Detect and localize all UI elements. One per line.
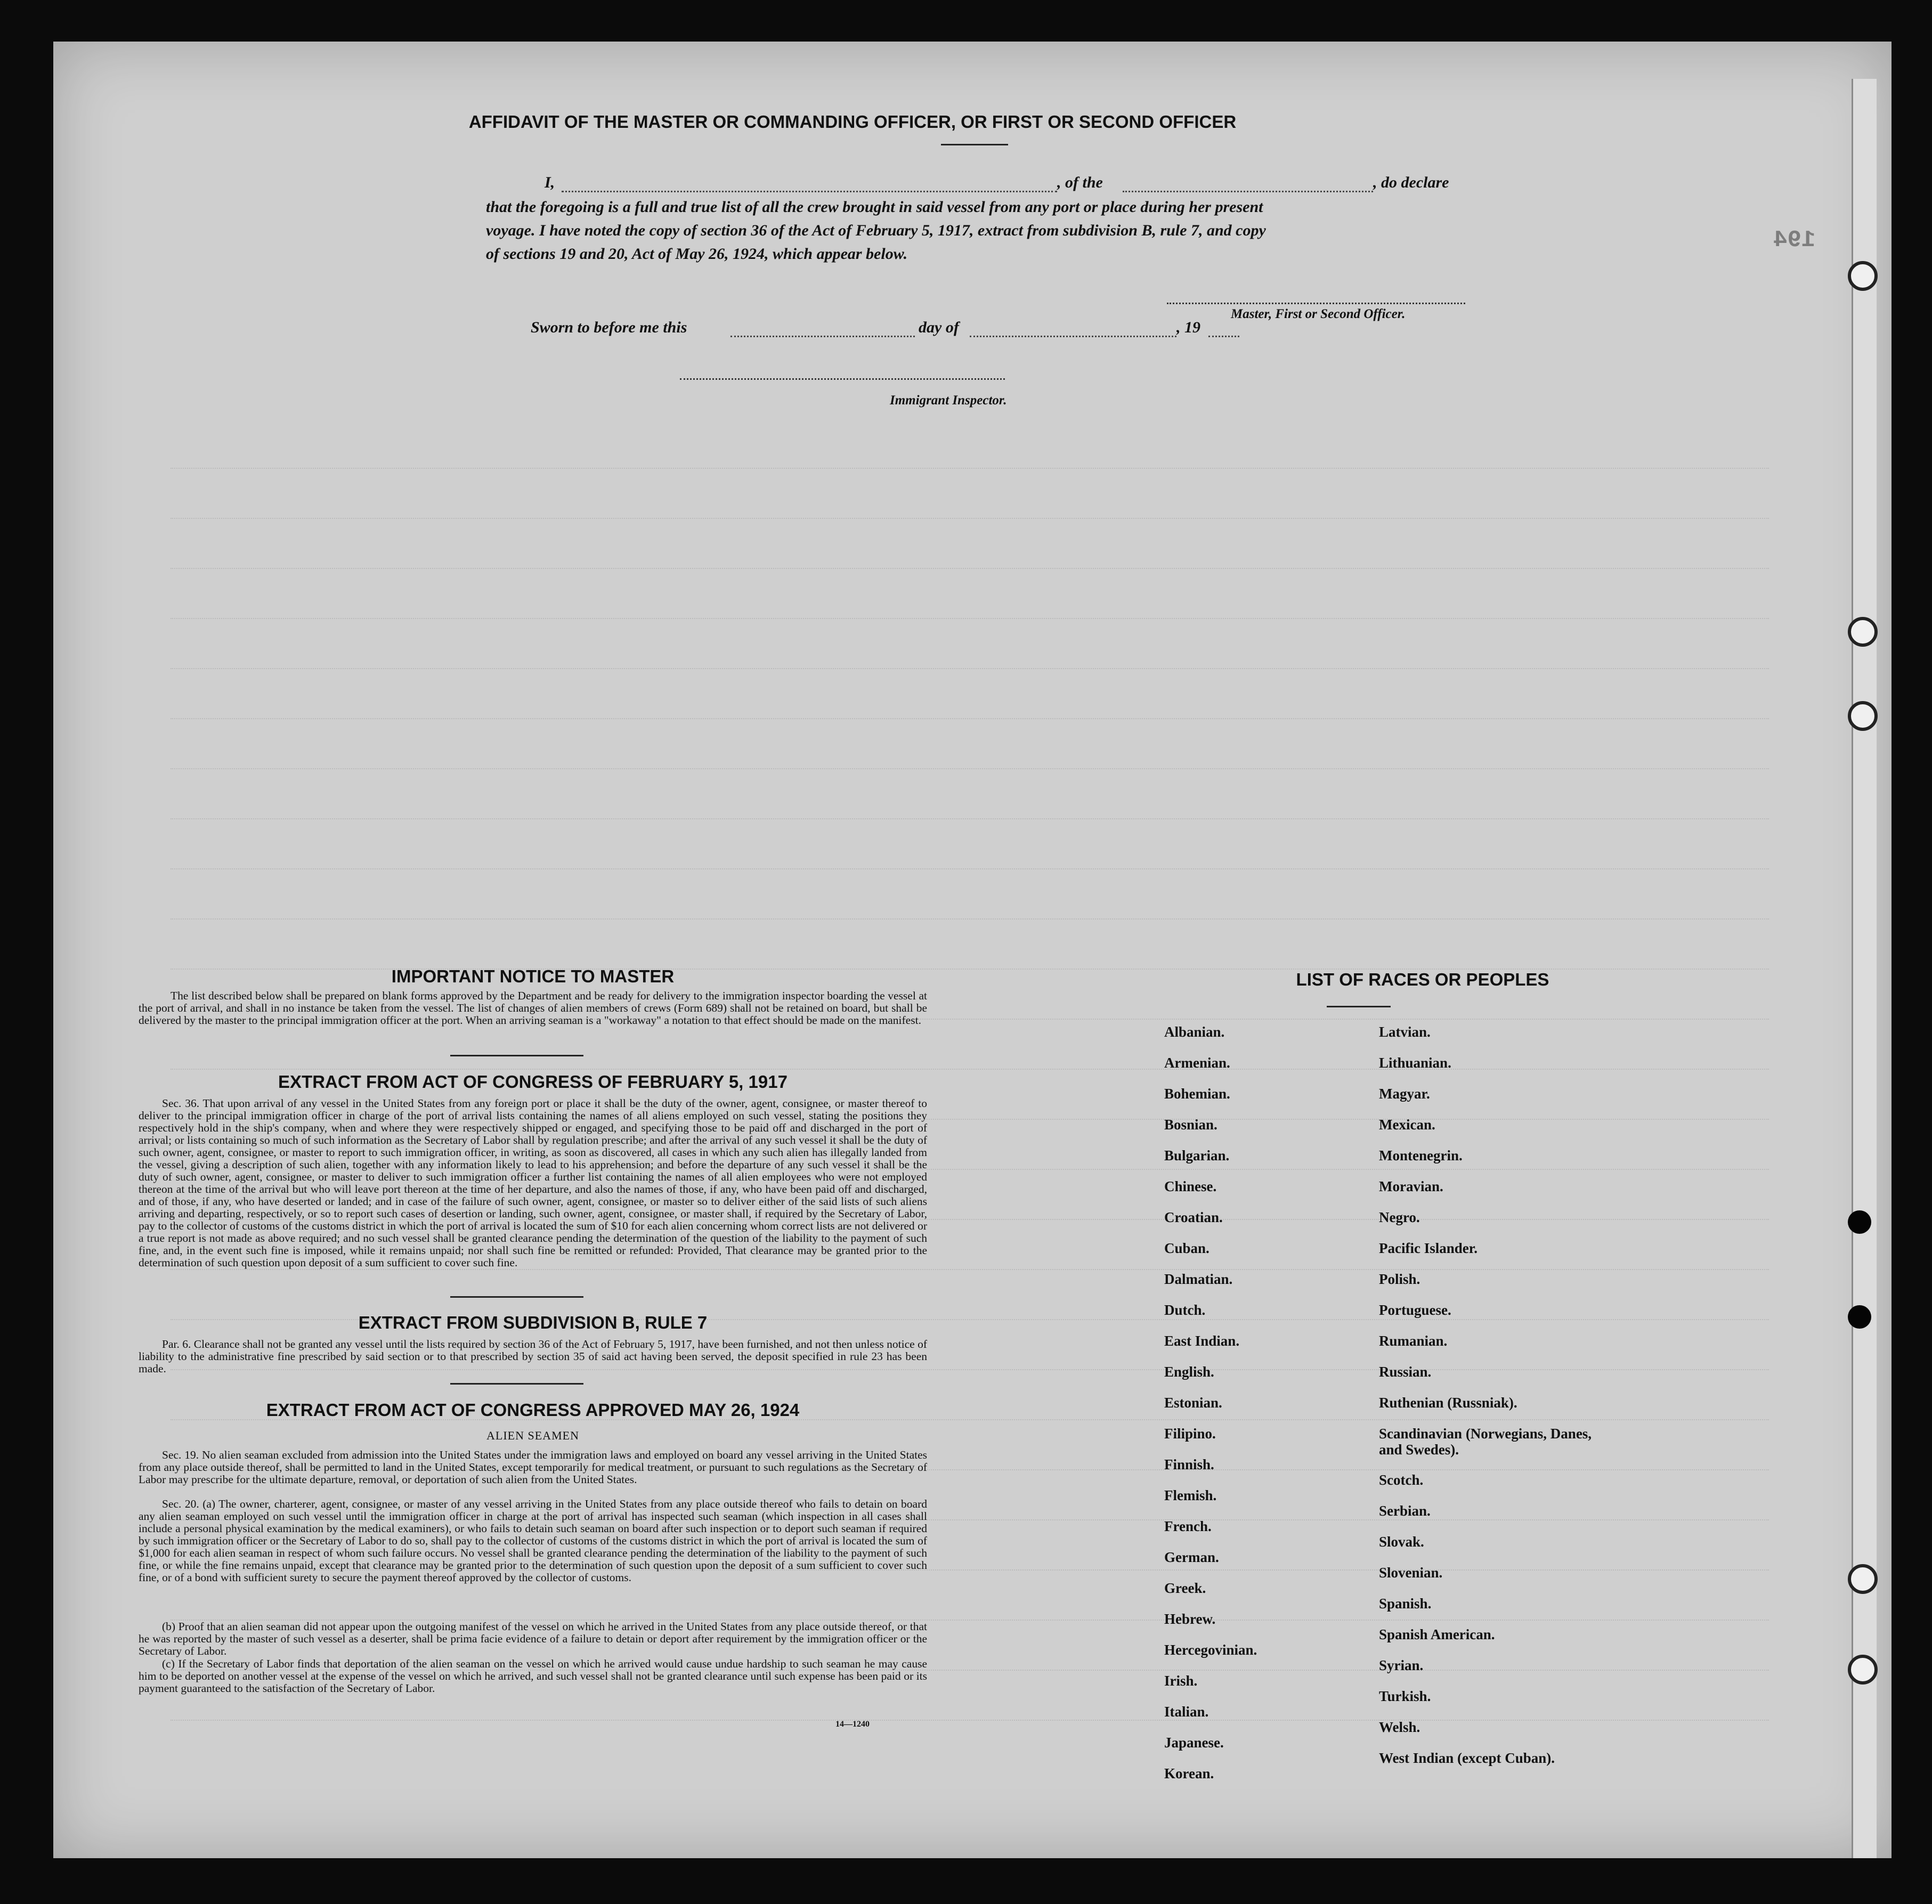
binder-hole-open xyxy=(1848,701,1878,731)
binder-hole-filled xyxy=(1848,1305,1871,1329)
binder-hole-open xyxy=(1848,1564,1878,1594)
race-item: Croatian. xyxy=(1164,1209,1223,1225)
race-item: Hebrew. xyxy=(1164,1611,1216,1627)
race-item: Irish. xyxy=(1164,1673,1198,1689)
bleed-through-row xyxy=(171,718,1769,730)
document-page xyxy=(53,42,1892,1858)
affidavit-title-rule xyxy=(941,144,1008,145)
race-item: Montenegrin. xyxy=(1379,1148,1463,1163)
extract-1917-body: Sec. 36. That upon arrival of any vessel in the United States from any foreign port or place it shall be the duty of the owner, agent, consignee, or master thereof to deliver to the principal immigration officer in charge of the port of arrival lists containing the names of all aliens employed on such vessel, stating the positions they respectively hold in the ship's company, when and where they were respectively shipped or engaged, and specifying those to be paid off and discharged in the port of arrival; or lists containing so much of such information as the Secretary of Labor shall by regulation prescribe; and after the arrival of any such vessel it shall be the duty of such owner, agent, consignee, or master to report to such immigration officer, in writing, as soon as discovered, all cases in which any such alien has illegally landed from the vessel, giving a description of such alien, together with any information likely to lead to his apprehension; and before the departure of any such vessel it shall be the duty of such owner, agent, consignee, or master to deliver to such immigration officer a further list containing the names of all alien employees who were not employed thereon at the time of the arrival but who will leave port thereon at the time of her departure, and also the names of those, if any, who have been paid off and discharged, and of those, if any, who have deserted or landed; and in case of the failure of such owner, agent, consignee, or master so to deliver either of the said lists of such aliens arriving and departing, respectively, or so to report such cases of desertion or landing, such owner, agent, consignee, or master shall, if required by the Secretary of Labor, pay to the collector of customs of the customs district in which the port of arrival is located the sum of $10 for each alien concerning whom correct lists are not delivered or a true report is not made as above required; and no such vessel shall be granted clearance pending the determination of the question of the liability to the payment of such fine, and, in the event such fine is imposed, while it remains unpaid; nor shall such fine be remitted or refunded: Provided, That clearance may be granted prior to the determination of such question upon deposit of a sum sufficient to cover such fine. xyxy=(139,1097,927,1269)
race-item: Italian. xyxy=(1164,1704,1209,1720)
race-item: Russian. xyxy=(1379,1364,1432,1380)
race-item: Armenian. xyxy=(1164,1055,1230,1071)
race-item: Syrian. xyxy=(1379,1657,1424,1673)
declarant-label: I, xyxy=(545,174,555,191)
master-signature-caption: Master, First or Second Officer. xyxy=(1231,307,1406,321)
form-number: 14—1240 xyxy=(835,1720,870,1729)
bleed-through-row xyxy=(171,468,1769,479)
bleed-through-row xyxy=(171,618,1769,630)
rule7-title: EXTRACT FROM SUBDIVISION B, RULE 7 xyxy=(358,1313,708,1332)
race-item: Mexican. xyxy=(1379,1117,1435,1133)
races-title-rule xyxy=(1327,1006,1391,1007)
race-item: Magyar. xyxy=(1379,1086,1430,1102)
rule7-rule xyxy=(450,1383,583,1385)
sworn-label: Sworn to before me this xyxy=(531,319,687,336)
sworn-year-blank[interactable] xyxy=(1208,336,1239,337)
race-item: Scandinavian (Norwegians, Danes, and Swedes). xyxy=(1379,1426,1592,1458)
race-item: Negro. xyxy=(1379,1209,1420,1225)
race-item: Welsh. xyxy=(1379,1719,1420,1735)
race-item: Slovak. xyxy=(1379,1534,1424,1550)
race-item: Scotch. xyxy=(1379,1472,1424,1488)
race-item: Dalmatian. xyxy=(1164,1271,1233,1287)
bleed-through-row xyxy=(171,518,1769,530)
race-item: Hercegovinian. xyxy=(1164,1642,1257,1658)
sworn-line xyxy=(531,319,1330,340)
sworn-day-blank[interactable] xyxy=(730,336,915,337)
rule7-body: Par. 6. Clearance shall not be granted any vessel until the lists required by section 36 of the Act of February 5, 1917, have been furnished, and not then unless notice of liability to the administrative fine prescribed by said section or to that prescribed by section 35 of said act having been served, the deposit specified in rule 23 has been made. xyxy=(139,1338,927,1375)
race-item: French. xyxy=(1164,1518,1212,1534)
race-item: Flemish. xyxy=(1164,1487,1217,1503)
race-item: Bohemian. xyxy=(1164,1086,1230,1102)
bleed-through-row xyxy=(171,568,1769,580)
binder-hole-filled xyxy=(1848,1210,1871,1234)
binder-hole-open xyxy=(1848,617,1878,647)
affidavit-line-4: of sections 19 and 20, Act of May 26, 1924, which appear below. xyxy=(486,245,908,263)
declarant-name-blank[interactable] xyxy=(562,191,1057,192)
race-item: Albanian. xyxy=(1164,1024,1225,1040)
race-item: Bosnian. xyxy=(1164,1117,1217,1133)
sec-19-body: Sec. 19. No alien seaman excluded from admission into the United States under the immigration laws and employed on board any vessel arriving in the United States from any place outside thereof, shall be permitted to land in the United States, except temporarily for medical treatment, or pursuant to such regulations as the Secretary of Labor may prescribe for the ultimate departure, removal, or deportation of such alien from the United States. xyxy=(139,1449,927,1486)
race-item: Latvian. xyxy=(1379,1024,1431,1040)
race-item: Polish. xyxy=(1379,1271,1420,1287)
inspector-caption: Immigrant Inspector. xyxy=(890,393,1007,408)
affidavit-line-2: that the foregoing is a full and true list of all the crew brought in said vessel from any port or place during her present xyxy=(486,198,1263,216)
race-item: Moravian. xyxy=(1379,1178,1443,1194)
race-item: Korean. xyxy=(1164,1765,1214,1781)
race-item: Filipino. xyxy=(1164,1426,1216,1442)
extract-1924-title: EXTRACT FROM ACT OF CONGRESS APPROVED MAY 26, 1924 xyxy=(266,1400,800,1420)
race-item: Bulgarian. xyxy=(1164,1148,1230,1163)
race-item: Greek. xyxy=(1164,1580,1206,1596)
of-the-label: , of the xyxy=(1057,174,1103,191)
race-item: Portuguese. xyxy=(1379,1302,1451,1318)
affidavit-line-1 xyxy=(486,174,1552,195)
bleed-through-row xyxy=(171,668,1769,680)
vessel-name-blank[interactable] xyxy=(1123,191,1373,192)
notice-title: IMPORTANT NOTICE TO MASTER xyxy=(391,966,675,986)
bleed-through-manifest xyxy=(53,42,1892,1858)
race-item: Turkish. xyxy=(1379,1688,1431,1704)
extract-1917-rule xyxy=(450,1296,583,1298)
master-signature-line[interactable] xyxy=(1167,303,1465,304)
binder-hole-open xyxy=(1848,1655,1878,1685)
race-item: West Indian (except Cuban). xyxy=(1379,1750,1555,1766)
race-item: Dutch. xyxy=(1164,1302,1206,1318)
races-list-right xyxy=(1379,1016,1613,1773)
sec-20b-body: (b) Proof that an alien seaman did not appear upon the outgoing manifest of the vessel on which he arrived in the United States from any place outside thereof, or that he was reported by the master of such vessel as a deserter, shall be prima facie evidence of a failure to detain or deport after requirement by the immigration officer or the Secretary of Labor. xyxy=(139,1620,927,1657)
do-declare-label: , do declare xyxy=(1373,174,1449,191)
race-item: Ruthenian (Russniak). xyxy=(1379,1395,1517,1411)
affidavit-line-3: voyage. I have noted the copy of section 36 of the Act of February 5, 1917, extract from subdivision B, rule 7, and copy xyxy=(486,222,1266,239)
race-item: Cuban. xyxy=(1164,1240,1209,1256)
inspector-signature-line[interactable] xyxy=(680,378,1005,380)
binder-hole-open xyxy=(1848,261,1878,291)
race-item: English. xyxy=(1164,1364,1214,1380)
bleed-through-row xyxy=(171,768,1769,780)
year-prefix-label: , 19 xyxy=(1176,319,1200,336)
affidavit-title: AFFIDAVIT OF THE MASTER OR COMMANDING OFFICER, OR FIRST OR SECOND OFFICER xyxy=(468,112,1237,132)
extract-1917-title: EXTRACT FROM ACT OF CONGRESS OF FEBRUARY 5, 1917 xyxy=(278,1072,788,1092)
race-item: Japanese. xyxy=(1164,1735,1224,1751)
race-item: Spanish. xyxy=(1379,1596,1432,1612)
bleed-through-row xyxy=(171,818,1769,830)
race-item: Finnish. xyxy=(1164,1457,1214,1472)
sec-20a-body: Sec. 20. (a) The owner, charterer, agent, consignee, or master of any vessel arriving in the United States from any place outside thereof who fails to detain on board any alien seaman employed on such vessel until the immigration officer in charge at the port of arrival has inspected such seaman (which inspection in all cases shall include a personal physical examination by the medical examiners), or who fails to detain such seaman on board after such inspection or to deport such seaman if required by such immigration officer or the Secretary of Labor to do so, shall pay to the collector of customs of the customs district in which the port of arrival is located the sum of $1,000 for each alien seaman in respect of whom such failure occurs. No vessel shall be granted clearance pending the determination of the liability to the payment of such fine, or while the fine remains unpaid, except that clearance may be granted prior to the determination of such question upon the deposit of a sum sufficient to cover such fine, or of a bond with sufficient surety to secure the payment thereof approved by the collector of customs. xyxy=(139,1498,927,1584)
bleed-through-row xyxy=(171,918,1769,930)
race-item: Slovenian. xyxy=(1379,1565,1443,1581)
race-item: Chinese. xyxy=(1164,1178,1217,1194)
race-item: Serbian. xyxy=(1379,1503,1431,1519)
race-item: Rumanian. xyxy=(1379,1333,1448,1349)
alien-seamen-subtitle: ALIEN SEAMEN xyxy=(486,1429,579,1442)
sworn-month-blank[interactable] xyxy=(970,336,1176,337)
notice-body: The list described below shall be prepared on blank forms approved by the Department and be ready for delivery to the immigration inspector boarding the vessel at the port of arrival, and shall in no instance be taken from the vessel. The list of changes of alien members of crews (Form 689) shall not be retained on board, but shall be delivered by the master to the principal immigration officer at the port. When an arriving seaman is a "workaway" a notation to that effect should be made on the manifest. xyxy=(139,989,927,1027)
race-item: Spanish American. xyxy=(1379,1626,1495,1642)
race-item: German. xyxy=(1164,1549,1219,1565)
races-title: LIST OF RACES OR PEOPLES xyxy=(1296,970,1549,989)
sec-20c-body: (c) If the Secretary of Labor finds that deportation of the alien seaman on the vessel on which he arrived would cause undue hardship to such seaman he may cause him to be deported on another vessel at the expense of the vessel on which he arrived, and such vessel shall not be granted clearance until such expense has been paid or its payment guaranteed to the satisfaction of the Secretary of Labor. xyxy=(139,1657,927,1695)
margin-page-number: 194 xyxy=(1773,227,1816,254)
race-item: East Indian. xyxy=(1164,1333,1240,1349)
race-item: Estonian. xyxy=(1164,1395,1222,1411)
bleed-through-row xyxy=(171,868,1769,880)
notice-rule xyxy=(450,1055,583,1056)
races-list-left xyxy=(1164,1016,1257,1789)
race-item: Pacific Islander. xyxy=(1379,1240,1478,1256)
day-of-label: day of xyxy=(919,319,959,336)
race-item: Lithuanian. xyxy=(1379,1055,1451,1071)
